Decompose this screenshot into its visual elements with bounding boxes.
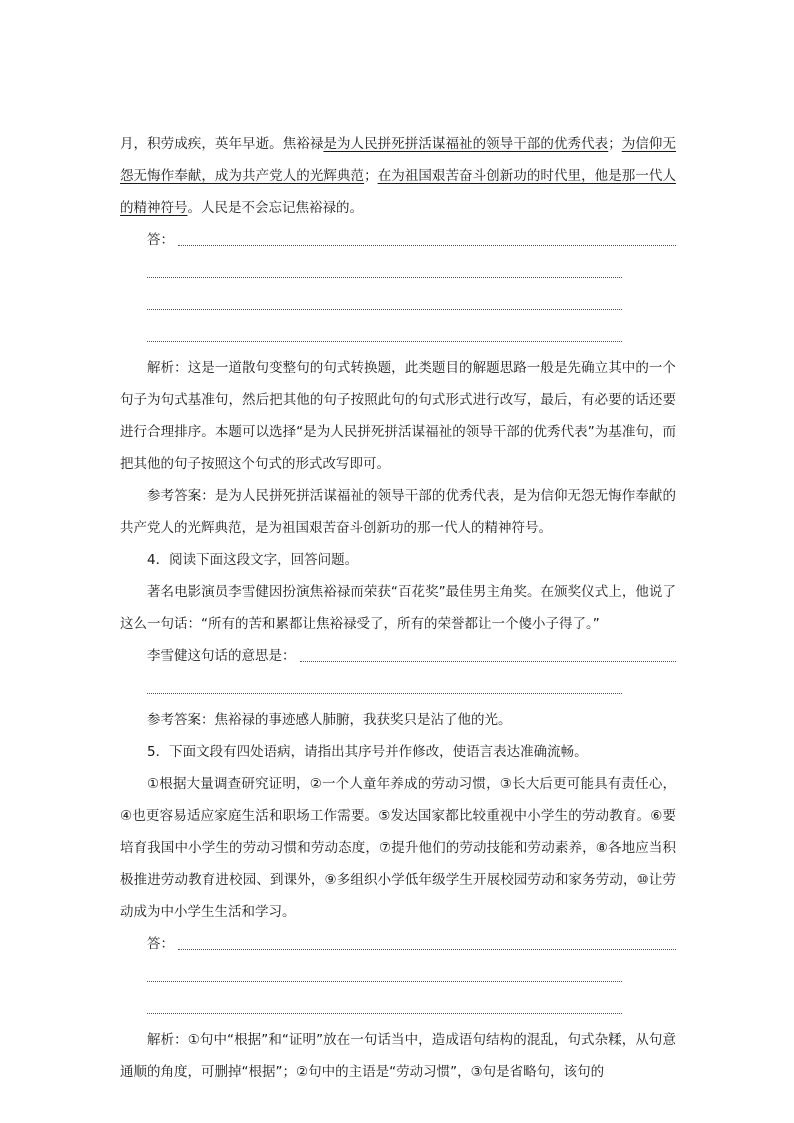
intro-paragraph bbox=[120, 128, 676, 224]
separator-a: ； bbox=[608, 136, 622, 152]
underlined-phrase-b: 为信仰无怨无悔作奉献，成为共产党人的光辉典范 bbox=[120, 136, 676, 184]
question-4-reference: 参考答案：焦裕禄的事迹感人肺腑，我获奖只是沾了他的光。 bbox=[147, 712, 512, 728]
answer-line-q3[interactable] bbox=[120, 224, 676, 256]
question-4-passage: 著名电影演员李雪健因扮演焦裕禄而荣获“百花奖”最佳男主角奖。在颁奖仪式上，他说了这么一句话：“所有的苦和累都让焦裕禄受了，所有的荣誉都让一个傻小子得了。” bbox=[120, 584, 676, 632]
question-4-prompt: 李雪健这句话的意思是： bbox=[147, 648, 296, 664]
page-content bbox=[120, 128, 676, 1088]
question-4-title: 4．阅读下面这段文字，回答问题。 bbox=[147, 552, 359, 568]
answer-blank-line[interactable] bbox=[120, 960, 676, 992]
answer-blank-line[interactable] bbox=[120, 320, 676, 352]
underlined-phrase-c: 在为祖国艰苦奋斗创新功的时代里，他是那一代人的精神符号 bbox=[120, 168, 676, 216]
separator-b: ； bbox=[364, 168, 378, 184]
answer-label: 答： bbox=[147, 232, 174, 248]
intro-tail: 。人民是不会忘记焦裕禄的。 bbox=[187, 200, 363, 216]
answer-blank[interactable] bbox=[178, 245, 676, 246]
underlined-phrase-a: 是为人民拼死拼活谋福祉的领导干部的优秀代表 bbox=[323, 136, 609, 152]
answer-label: 答： bbox=[147, 936, 174, 952]
reference-answer: 参考答案：是为人民拼死拼活谋福祉的领导干部的优秀代表，是为信仰无怨无悔作奉献的共产党人的光辉典范，是为祖国艰苦奋斗创新功的那一代人的精神符号。 bbox=[120, 488, 676, 536]
answer-blank-line[interactable] bbox=[120, 256, 676, 288]
answer-blank[interactable] bbox=[178, 949, 676, 950]
answer-line-q5[interactable] bbox=[120, 928, 676, 960]
analysis-paragraph: 解析：这是一道散句变整句的句式转换题，此类题目的解题思路一般是先确立其中的一个句子为句式基准句，然后把其他的句子按照此句的句式形式进行改写，最后，有必要的话还要进行合理排序。本题可以选择“是为人民拼死拼活谋福祉的领导干部的优秀代表”为基准句，而把其他的句子按照这个句式的形式改写即可。 bbox=[120, 360, 676, 472]
answer-blank-line[interactable] bbox=[120, 992, 676, 1024]
question-5-passage: ①根据大量调查研究证明，②一个人童年养成的劳动习惯，③长大后更可能具有责任心，④也更容易适应家庭生活和职场工作需要。⑤发达国家都比较重视中小学生的劳动教育。⑥要培育我国中小学生的劳动习惯和劳动态度，⑦提升他们的劳动技能和劳动素养，⑧各地应当积极推进劳动教育进校园、到课外，⑨多组织小学低年级学生开展校园劳动和家务劳动，⑩让劳动成为中小学生生活和学习。 bbox=[120, 776, 676, 920]
answer-blank-line[interactable] bbox=[120, 672, 676, 704]
answer-blank-line[interactable] bbox=[120, 288, 676, 320]
question-5-title: 5．下面文段有四处语病，请指出其序号并作修改，使语言表达准确流畅。 bbox=[147, 744, 588, 760]
question-5-analysis: 解析：①句中“根据”和“证明”放在一句话当中，造成语句结构的混乱，句式杂糅，从句意通顺的角度，可删掉“根据”；②句中的主语是“劳动习惯”，③句是省略句，该句的 bbox=[120, 1032, 676, 1080]
answer-line-q4[interactable] bbox=[120, 640, 676, 672]
intro-text: 月，积劳成疾，英年早逝。焦裕禄 bbox=[120, 136, 324, 152]
answer-blank[interactable] bbox=[300, 661, 677, 662]
